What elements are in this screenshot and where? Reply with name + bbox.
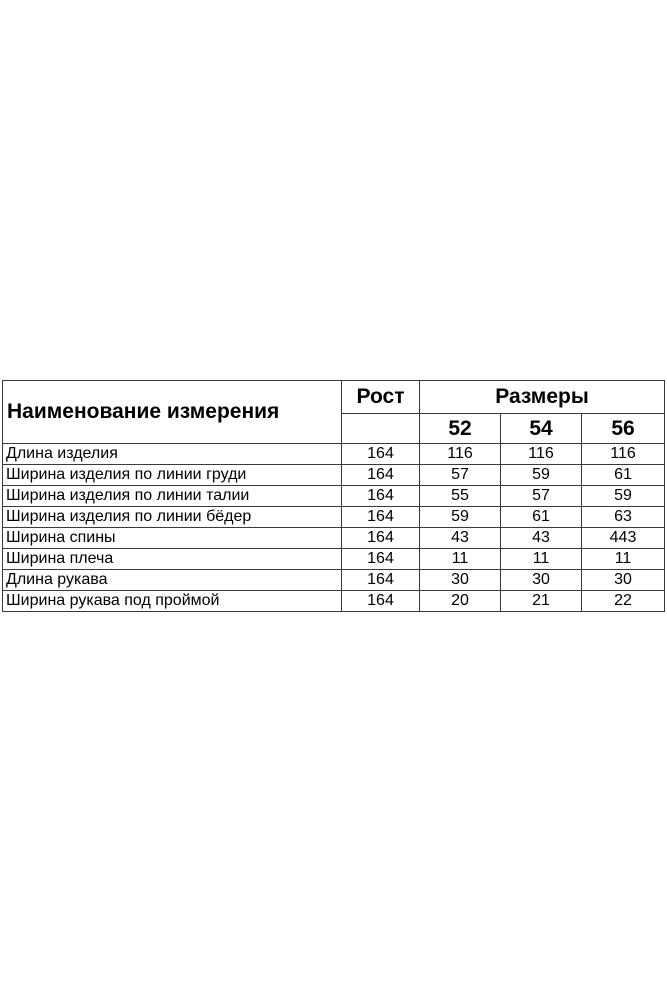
table-row bbox=[3, 444, 665, 465]
height-header: Рост bbox=[342, 381, 420, 414]
size-54-value: 61 bbox=[501, 507, 582, 528]
measurement-name-header: Наименование измерения bbox=[3, 381, 342, 444]
height-value: 164 bbox=[342, 486, 420, 507]
height-value: 164 bbox=[342, 570, 420, 591]
size-52-value: 59 bbox=[420, 507, 501, 528]
size-54-value: 11 bbox=[501, 549, 582, 570]
height-value: 164 bbox=[342, 444, 420, 465]
size-header-54: 54 bbox=[501, 414, 582, 444]
height-value: 164 bbox=[342, 549, 420, 570]
size-52-value: 11 bbox=[420, 549, 501, 570]
size-52-value: 20 bbox=[420, 591, 501, 612]
size-56-value: 11 bbox=[582, 549, 665, 570]
size-54-value: 43 bbox=[501, 528, 582, 549]
size-56-value: 443 bbox=[582, 528, 665, 549]
size-chart-table bbox=[2, 380, 665, 612]
height-value: 164 bbox=[342, 528, 420, 549]
measurement-label: Ширина изделия по линии груди bbox=[3, 465, 342, 486]
size-54-value: 116 bbox=[501, 444, 582, 465]
size-52-value: 30 bbox=[420, 570, 501, 591]
table-row bbox=[3, 486, 665, 507]
sizes-group-header: Размеры bbox=[420, 381, 665, 414]
size-header-52: 52 bbox=[420, 414, 501, 444]
height-value: 164 bbox=[342, 465, 420, 486]
size-56-value: 61 bbox=[582, 465, 665, 486]
table-row bbox=[3, 570, 665, 591]
measurement-label: Длина рукава bbox=[3, 570, 342, 591]
table-row bbox=[3, 465, 665, 486]
size-52-value: 43 bbox=[420, 528, 501, 549]
table-row bbox=[3, 591, 665, 612]
height-value: 164 bbox=[342, 591, 420, 612]
size-56-value: 30 bbox=[582, 570, 665, 591]
size-56-value: 63 bbox=[582, 507, 665, 528]
height-value: 164 bbox=[342, 507, 420, 528]
size-52-value: 116 bbox=[420, 444, 501, 465]
size-54-value: 57 bbox=[501, 486, 582, 507]
size-54-value: 59 bbox=[501, 465, 582, 486]
size-56-value: 22 bbox=[582, 591, 665, 612]
table-row bbox=[3, 528, 665, 549]
table-row bbox=[3, 507, 665, 528]
size-52-value: 57 bbox=[420, 465, 501, 486]
measurement-label: Ширина изделия по линии бёдер bbox=[3, 507, 342, 528]
size-header-56: 56 bbox=[582, 414, 665, 444]
measurement-label: Ширина рукава под проймой bbox=[3, 591, 342, 612]
measurement-label: Ширина плеча bbox=[3, 549, 342, 570]
size-54-value: 30 bbox=[501, 570, 582, 591]
size-56-value: 116 bbox=[582, 444, 665, 465]
header-row-top bbox=[3, 381, 665, 414]
measurement-label: Ширина спины bbox=[3, 528, 342, 549]
table-row bbox=[3, 549, 665, 570]
size-56-value: 59 bbox=[582, 486, 665, 507]
size-54-value: 21 bbox=[501, 591, 582, 612]
measurement-label: Длина изделия bbox=[3, 444, 342, 465]
measurement-label: Ширина изделия по линии талии bbox=[3, 486, 342, 507]
height-header-empty bbox=[342, 414, 420, 444]
size-52-value: 55 bbox=[420, 486, 501, 507]
